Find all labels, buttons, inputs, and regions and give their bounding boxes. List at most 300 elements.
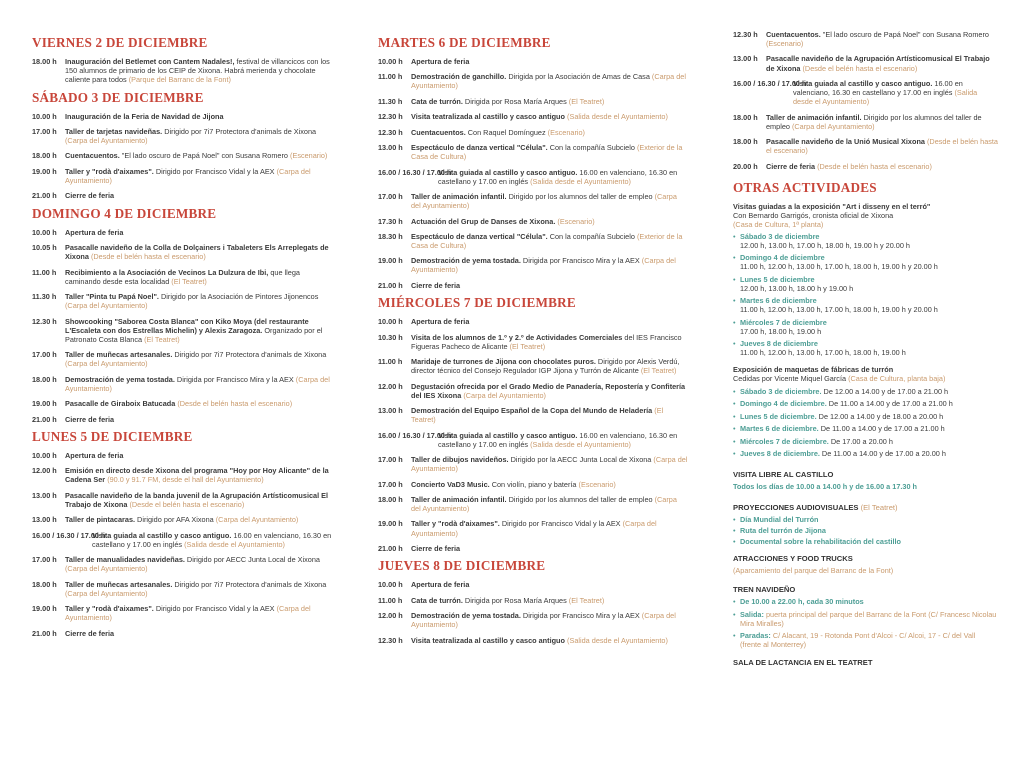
event-name: Demostración de ganchillo. <box>411 72 507 82</box>
event-time: 13.00 h <box>378 406 403 416</box>
event-name: Pasacalle navideño de la Agrupación Artísticomusical El Trabajo de Xixona <box>766 54 990 73</box>
event-desc: Con Raquel Domínguez <box>465 127 548 137</box>
visitas-block <box>733 202 998 229</box>
proyecciones-list <box>733 515 998 546</box>
event-name: Cierre de feria <box>411 280 461 290</box>
castillo-text: Todos los días de 10.00 a 14.00 h y de 16.00 a 17.30 h <box>733 482 918 492</box>
food-place: (Aparcamiento del parque del Barranc de la Font) <box>733 566 894 576</box>
event-desc: Dirigido por 7i7 Protectora d'animals de Xixona <box>172 579 327 589</box>
event-place: (El Teatret) <box>509 341 546 351</box>
visitas-title: Visitas guiadas a la exposición "Art i disseny en el terró" <box>733 201 931 211</box>
event-desc: Con la compañía Subcielo <box>547 143 637 153</box>
event-time: 10.00 h <box>32 111 57 121</box>
event-body <box>411 217 688 226</box>
event-body <box>65 629 337 638</box>
event-desc: Dirigido por AECC Junta Local de Xixona <box>184 555 320 565</box>
event-body <box>411 544 688 553</box>
event-name: Showcooking "Saborea Costa Blanca" con Kiko Moya (del restaurante L'Escaleta con dos Estrellas Michelin) y Alexis Zaragoza. <box>65 316 309 335</box>
event-body <box>766 30 998 48</box>
proyeccion-item <box>733 537 998 546</box>
schedule-hours: 12.00 h, 13.00 h, 18.00 h y 19.00 h <box>740 283 854 293</box>
event-time: 21.00 h <box>32 628 57 638</box>
event-time: 12.30 h <box>378 112 403 122</box>
event-place: (Escenario) <box>557 216 595 226</box>
schedule-hours: De 11.00 a 14.00 y de 17.00 a 21.00 h <box>826 399 953 409</box>
event-place: (El Teatret) <box>568 96 605 106</box>
event-desc: Dirigida por la Asociación de Amas de Casa <box>506 72 652 82</box>
event-row <box>32 57 337 84</box>
event-name: Maridaje de turrones de Jijona con chocolates puros. <box>411 357 596 367</box>
schedule-day: Jueves 8 de diciembre <box>740 339 818 349</box>
tren-text: puerta principal del parque del Barranc de la Font (C/ Francesc Nicolau Mira Miralles) <box>740 609 997 628</box>
event-desc: Dirigido por los alumnos del taller de empleo <box>506 192 655 202</box>
event-place: (Desde el belén hasta el escenario) <box>90 252 206 262</box>
event-name: Apertura de feria <box>65 450 124 460</box>
event-desc: Dirigida por Rosa María Arques <box>462 96 569 106</box>
event-time: 17.00 h <box>378 479 403 489</box>
event-place: (Carpa del Ayuntamiento) <box>65 604 311 623</box>
event-place: (Carpa del Ayuntamiento) <box>65 301 148 311</box>
event-row <box>378 544 688 553</box>
event-desc: "El lado oscuro de Papá Noel" con Susana Romero <box>820 30 989 39</box>
event-time: 19.00 h <box>378 519 403 529</box>
event-row <box>32 151 337 160</box>
event-place: (Carpa del Ayuntamiento) <box>65 374 330 393</box>
event-body <box>65 491 337 509</box>
schedule-day: Miércoles 7 de diciembre <box>740 317 827 327</box>
event-place: (El Teatret) <box>640 366 677 376</box>
event-place: (Carpa del Ayuntamiento) <box>411 72 686 91</box>
event-desc: 16.00 en valenciano, 16.30 en castellano y 17.00 en inglés <box>92 530 332 549</box>
event-body <box>411 281 688 290</box>
event-name: Apertura de feria <box>65 227 124 237</box>
event-row <box>378 519 688 537</box>
schedule-day: Domingo 4 de diciembre <box>740 253 825 263</box>
event-name: Visita guiada al castillo y casco antiguo. <box>793 78 933 88</box>
event-place: (Carpa del Ayuntamiento) <box>411 256 676 275</box>
event-name: Recibimiento a la Asociación de Vecinos La Dulzura de Ibi, <box>65 267 269 277</box>
event-name: Visita teatralizada al castillo y casco antiguo <box>411 635 565 645</box>
event-name: Visita guiada al castillo y casco antiguo. <box>92 530 232 540</box>
event-time: 11.00 h <box>32 267 57 277</box>
event-desc: festival de villancicos con los 150 alumnos de primario de los CEIP de Xixona. Habrá merienda y chocolate caliente para todos <box>65 57 330 85</box>
event-row <box>378 256 688 274</box>
event-name: Taller de manualidades navideñas. <box>65 555 185 565</box>
event-time: 17.00 h <box>32 350 57 360</box>
schedule-hours: De 11.00 a 14.00 y de 17.00 a 20.00 h <box>819 449 946 459</box>
event-desc: Dirigido por AFA Xixona <box>135 515 216 525</box>
proyeccion-label: Día Mundial del Turrón <box>740 515 819 525</box>
event-body <box>65 515 337 524</box>
event-place: (Exterior de la Casa de Cultura) <box>411 231 683 250</box>
event-row <box>32 112 337 121</box>
event-place: (Desde el belén hasta el escenario) <box>817 161 932 171</box>
schedule-day: Sábado 3 de diciembre. <box>740 386 822 396</box>
event-desc: Dirigida por Rosa María Arques <box>462 595 569 605</box>
event-body <box>65 415 337 424</box>
event-body <box>65 127 337 145</box>
event-row <box>378 317 688 326</box>
event-place: (Salida desde el Ayuntamiento) <box>567 112 668 122</box>
event-time: 16.00 / 16.30 / 17.00 h <box>378 167 452 177</box>
event-desc: que llega caminando desde esta localidad <box>65 267 300 286</box>
event-time: 20.00 h <box>733 161 758 171</box>
event-place: (90.0 y 91.7 FM, desde el hall del Ayuntamiento) <box>107 475 264 485</box>
event-name: Taller de dibujos navideños. <box>411 455 509 465</box>
event-desc: Dirigido por Alexis Verdú, director técnico del Consejo Regulador IGP Jijona y Turrón de Alicante <box>411 357 680 376</box>
event-place: (Carpa del Ayuntamiento) <box>65 588 148 598</box>
event-row <box>32 555 337 573</box>
proyecciones-title <box>733 503 998 512</box>
event-name: Demostración de yema tostada. <box>65 374 175 384</box>
event-time: 10.00 h <box>378 317 403 327</box>
event-place: (Escenario) <box>290 151 328 161</box>
event-place: (Carpa del Ayuntamiento) <box>65 166 311 185</box>
event-body <box>411 143 688 161</box>
column-3 <box>733 30 998 670</box>
event-row <box>733 113 998 131</box>
event-body <box>411 256 688 274</box>
event-time: 18.00 h <box>32 579 57 589</box>
event-row <box>378 406 688 424</box>
event-name: Cierre de feria <box>766 161 816 171</box>
event-time: 11.30 h <box>32 292 57 302</box>
event-body <box>411 495 688 513</box>
column-1 <box>32 30 337 644</box>
event-body <box>65 451 337 460</box>
visitas-place: (Casa de Cultura, 1ª planta) <box>733 219 824 229</box>
event-body <box>65 268 337 286</box>
event-row <box>378 495 688 513</box>
schedule-item <box>733 437 998 446</box>
proyeccion-item <box>733 515 998 524</box>
event-desc: 16.00 en valenciano, 16.30 en castellano y 17.00 en inglés <box>793 78 963 98</box>
event-row <box>378 168 688 186</box>
schedule-hours: 11.00 h, 12.00 h, 13.00 h, 17.00 h, 18.00 h, 19.00 h <box>740 348 906 358</box>
tren-item <box>733 631 998 649</box>
event-time: 13.00 h <box>32 490 57 500</box>
event-desc: Dirigida por Francisco Mira y la AEX <box>520 256 642 266</box>
event-time: 19.00 h <box>32 399 57 409</box>
event-body <box>411 333 688 351</box>
event-body <box>65 317 337 344</box>
event-time: 11.00 h <box>378 357 403 367</box>
event-desc: 16.00 en valenciano, 16.30 en castellano y 17.00 en inglés <box>438 430 678 449</box>
event-row <box>32 399 337 408</box>
event-time: 19.00 h <box>32 166 57 176</box>
event-body <box>65 350 337 368</box>
castillo-title: VISITA LIBRE AL CASTILLO <box>733 470 834 480</box>
event-row <box>32 580 337 598</box>
event-name: Visita guiada al castillo y casco antiguo. <box>438 167 578 177</box>
event-time: 10.00 h <box>32 450 57 460</box>
maquetas-place: (Casa de Cultura, planta baja) <box>848 374 946 384</box>
event-body <box>438 168 688 186</box>
event-place: (El Teatret) <box>144 334 180 344</box>
schedule-hours: 12.00 h, 13.00 h, 17.00 h, 18.00 h, 19.00 h y 20.00 h <box>740 240 910 250</box>
event-place: (Exterior de la Casa de Cultura) <box>411 143 683 162</box>
event-place: (Desde el belén hasta el escenario) <box>177 399 293 409</box>
event-time: 13.00 h <box>378 143 403 153</box>
event-row <box>32 451 337 460</box>
event-row <box>378 97 688 106</box>
schedule-day: Jueves 8 de diciembre. <box>740 449 820 459</box>
event-row <box>378 217 688 226</box>
event-desc: del IES Francisco Figueras Pacheco de Alicante <box>411 332 682 351</box>
event-body <box>411 406 688 424</box>
maquetas-block <box>733 365 998 383</box>
event-name: Pasacalle navideño de la Unió Musical Xixona <box>766 137 925 147</box>
event-desc: 16.00 en valenciano, 16.30 en castellano y 17.00 en inglés <box>438 167 678 186</box>
event-name: Visita de los alumnos de 1.º y 2.º de Actividades Comerciales <box>411 332 623 342</box>
event-time: 16.00 / 16.30 / 17.00 h <box>378 430 452 440</box>
schedule-hours: De 11.00 a 14.00 y de 17.00 a 21.00 h <box>818 424 945 434</box>
event-time: 17.00 h <box>32 555 57 565</box>
proyeccion-item <box>733 526 998 535</box>
event-name: Cata de turrón. <box>411 595 463 605</box>
event-body <box>411 519 688 537</box>
event-desc: Dirigido por 7i7 Protectora d'animals de Xixona <box>172 350 327 360</box>
event-place: (Salida desde el Ayuntamiento) <box>184 539 285 549</box>
event-body <box>411 128 688 137</box>
event-row <box>32 415 337 424</box>
event-body <box>65 375 337 393</box>
event-row <box>32 375 337 393</box>
event-name: Taller de muñecas artesanales. <box>65 350 173 360</box>
event-desc: Con la compañía Subcielo <box>547 231 637 241</box>
event-place: (Desde el belén hasta el escenario) <box>802 63 918 73</box>
proyeccion-label: Ruta del turrón de Jijona <box>740 526 826 536</box>
day-heading: DOMINGO 4 DE DICIEMBRE <box>32 205 217 221</box>
event-name: Apertura de feria <box>411 580 470 590</box>
event-row <box>378 112 688 121</box>
event-time: 13.00 h <box>733 54 758 64</box>
event-time: 18.00 h <box>32 57 57 66</box>
event-desc: Dirigido por los alumnos del taller de empleo <box>506 494 655 504</box>
event-place: (Carpa del Ayuntamiento) <box>411 519 657 538</box>
event-time: 10.30 h <box>378 332 403 342</box>
schedule-item <box>733 253 998 271</box>
schedule-item <box>733 296 998 314</box>
event-body <box>65 191 337 200</box>
event-body <box>65 167 337 185</box>
event-time: 10.00 h <box>378 57 403 66</box>
event-row <box>378 333 688 351</box>
event-time: 13.00 h <box>32 515 57 525</box>
event-time: 18.00 h <box>733 137 758 147</box>
event-row <box>378 72 688 90</box>
day-heading: MARTES 6 DE DICIEMBRE <box>378 35 551 50</box>
event-row <box>378 192 688 210</box>
event-body <box>411 480 688 489</box>
event-name: Cierre de feria <box>65 414 115 424</box>
day-heading: VIERNES 2 DE DICIEMBRE <box>32 35 208 50</box>
event-row <box>378 128 688 137</box>
tren-label: Salida: <box>740 609 764 619</box>
event-body <box>65 399 337 408</box>
event-name: Espectáculo de danza vertical "Célula". <box>411 143 548 153</box>
event-name: Cierre de feria <box>65 191 115 201</box>
event-name: Taller y "rodà d'aixames". <box>411 519 500 529</box>
event-body <box>766 54 998 72</box>
event-body <box>411 112 688 121</box>
event-name: Cierre de feria <box>65 628 115 638</box>
event-body <box>411 357 688 375</box>
schedule-hours: De 12.00 a 14.00 y de 18.00 a 20.00 h <box>816 411 944 421</box>
event-time: 10.00 h <box>32 227 57 237</box>
event-body <box>411 72 688 90</box>
event-name: Pasacalle navideño de la banda juvenil de la Agrupación Artísticomusical El Trabajo de Xixona <box>65 490 329 509</box>
event-place: (Desde el belén hasta el escenario) <box>129 499 245 509</box>
event-place: (Carpa del Ayuntamiento) <box>65 564 148 574</box>
schedule-item <box>733 412 998 421</box>
event-name: Taller de tarjetas navideñas. <box>65 126 163 136</box>
event-name: Cierre de feria <box>411 543 461 553</box>
schedule-item <box>733 387 998 396</box>
schedule-day: Miércoles 7 de diciembre. <box>740 436 829 446</box>
event-time: 17.00 h <box>378 192 403 202</box>
event-row <box>32 228 337 237</box>
event-place: (Escenario) <box>766 39 804 49</box>
event-time: 10.05 h <box>32 243 57 253</box>
event-place: (Carpa del Ayuntamiento) <box>65 359 148 369</box>
event-name: Espectáculo de danza vertical "Célula". <box>411 231 548 241</box>
schedule-item <box>733 339 998 357</box>
event-name: Apertura de feria <box>411 317 470 327</box>
tren-item <box>733 597 998 606</box>
schedule-item <box>733 232 998 250</box>
event-time: 16.00 / 16.30 / 17.00 h <box>32 530 106 540</box>
event-body <box>411 611 688 629</box>
event-row <box>733 162 998 171</box>
event-body <box>65 112 337 121</box>
event-row <box>378 636 688 645</box>
column-3-events <box>733 30 998 171</box>
event-name: Taller de animación infantil. <box>411 494 507 504</box>
event-row <box>378 57 688 66</box>
tren-text: C/ Alacant, 19 - Rotonda Pont d'Alcoi - C/ Alcoi, 17 - C/ del Vall (frente al Monterrey) <box>740 631 976 650</box>
event-place: (Carpa del Ayuntamiento) <box>215 515 299 525</box>
event-body <box>766 113 998 131</box>
event-time: 16.00 / 16.30 / 17.00 h <box>733 78 807 88</box>
event-row <box>378 357 688 375</box>
event-row <box>32 491 337 509</box>
day-heading: LUNES 5 DE DICIEMBRE <box>32 428 193 444</box>
event-time: 10.00 h <box>378 580 403 590</box>
event-desc: Dirigido por Francisco Vidal y la AEX <box>153 166 277 176</box>
event-row <box>733 54 998 72</box>
event-body <box>766 162 998 171</box>
event-place: (Carpa del Ayuntamiento) <box>411 611 676 630</box>
event-time: 18.30 h <box>378 231 403 241</box>
event-time: 17.30 h <box>378 216 403 226</box>
event-row <box>32 243 337 261</box>
schedule-hours: De 12.00 a 14.00 y de 17.00 a 21.00 h <box>821 386 949 396</box>
event-place: (El Teatret) <box>411 406 664 425</box>
event-body <box>411 596 688 605</box>
event-place: (Carpa del Ayuntamiento) <box>463 390 546 400</box>
event-row <box>378 580 688 589</box>
event-time: 12.00 h <box>378 381 403 391</box>
event-place: (Parque del Barranc de la Font) <box>128 75 231 85</box>
event-name: Taller y "rodà d'aixames". <box>65 604 154 614</box>
event-desc: Dirigido por la Asociación de Pintores Jijonencos <box>158 292 319 302</box>
schedule-day: Sábado 3 de diciembre <box>740 231 820 241</box>
event-row <box>378 611 688 629</box>
event-row <box>32 127 337 145</box>
schedule-day: Martes 6 de diciembre. <box>740 424 819 434</box>
event-desc: Dirigido por los alumnos del taller de empleo <box>766 112 982 131</box>
event-body <box>766 137 998 155</box>
event-desc: Dirigido por 7i7 Protectora d'animals de Xixona <box>162 126 317 136</box>
event-time: 19.00 h <box>32 604 57 614</box>
event-time: 21.00 h <box>378 543 403 553</box>
event-name: Taller de pintacaras. <box>65 515 136 525</box>
tren-label: Paradas: <box>740 631 771 641</box>
event-body <box>65 243 337 261</box>
event-body <box>65 555 337 573</box>
event-time: 17.00 h <box>378 455 403 465</box>
event-body <box>411 382 688 400</box>
event-row <box>32 531 337 549</box>
event-place: (Escenario) <box>547 127 585 137</box>
otras-actividades-heading: OTRAS ACTIVIDADES <box>733 179 877 195</box>
event-time: 21.00 h <box>378 280 403 290</box>
event-row <box>733 137 998 155</box>
event-name: Demostración de yema tostada. <box>411 611 521 621</box>
event-desc: Dirigido por Francisco Vidal y la AEX <box>499 519 623 529</box>
schedule-item <box>733 449 998 458</box>
event-row <box>733 30 998 48</box>
event-time: 12.30 h <box>733 30 758 39</box>
event-body <box>411 97 688 106</box>
event-name: Taller de animación infantil. <box>411 192 507 202</box>
event-desc: Dirigida por Francisco Mira y la AEX <box>520 611 642 621</box>
maquetas-by: Cedidas por Vicente Miquel García <box>733 374 849 384</box>
schedule-item <box>733 318 998 336</box>
event-body <box>793 79 998 106</box>
event-name: Taller de muñecas artesanales. <box>65 579 173 589</box>
tren-label: De 10.00 a 22.00 h, cada 30 minutos <box>740 597 864 607</box>
event-body <box>65 151 337 160</box>
event-row <box>733 79 998 106</box>
event-time: 12.00 h <box>378 611 403 621</box>
event-row <box>378 143 688 161</box>
event-name: Inauguración de la Feria de Navidad de Jijona <box>65 111 224 121</box>
event-body <box>411 317 688 326</box>
event-row <box>378 455 688 473</box>
event-row <box>32 292 337 310</box>
event-name: Visita guiada al castillo y casco antiguo. <box>438 430 578 440</box>
event-time: 18.00 h <box>32 374 57 384</box>
event-name: Pasacalle de Giraboix Batucada <box>65 399 176 409</box>
event-name: Degustación ofrecida por el Grado Medio de Panadería, Repostería y Confitería del IES Xixona <box>411 381 686 400</box>
event-name: Demostración de yema tostada. <box>411 256 521 266</box>
event-time: 11.30 h <box>378 96 403 106</box>
event-body <box>411 455 688 473</box>
event-place: (Escenario) <box>578 479 616 489</box>
event-name: Cata de turrón. <box>411 96 463 106</box>
event-place: (Carpa del Ayuntamiento) <box>411 455 688 474</box>
event-desc: Dirigido por la AECC Junta Local de Xixona <box>508 455 654 465</box>
event-place: (Salida desde el Ayuntamiento) <box>793 88 978 107</box>
event-desc: Organizado por el Patronato Costa Blanca <box>65 325 323 344</box>
event-desc: Dirigida por Francisco Mira y la AEX <box>174 374 296 384</box>
event-row <box>32 604 337 622</box>
event-name: Cuentacuentos. <box>411 127 466 137</box>
event-body <box>65 466 337 484</box>
event-time: 11.00 h <box>378 72 403 82</box>
